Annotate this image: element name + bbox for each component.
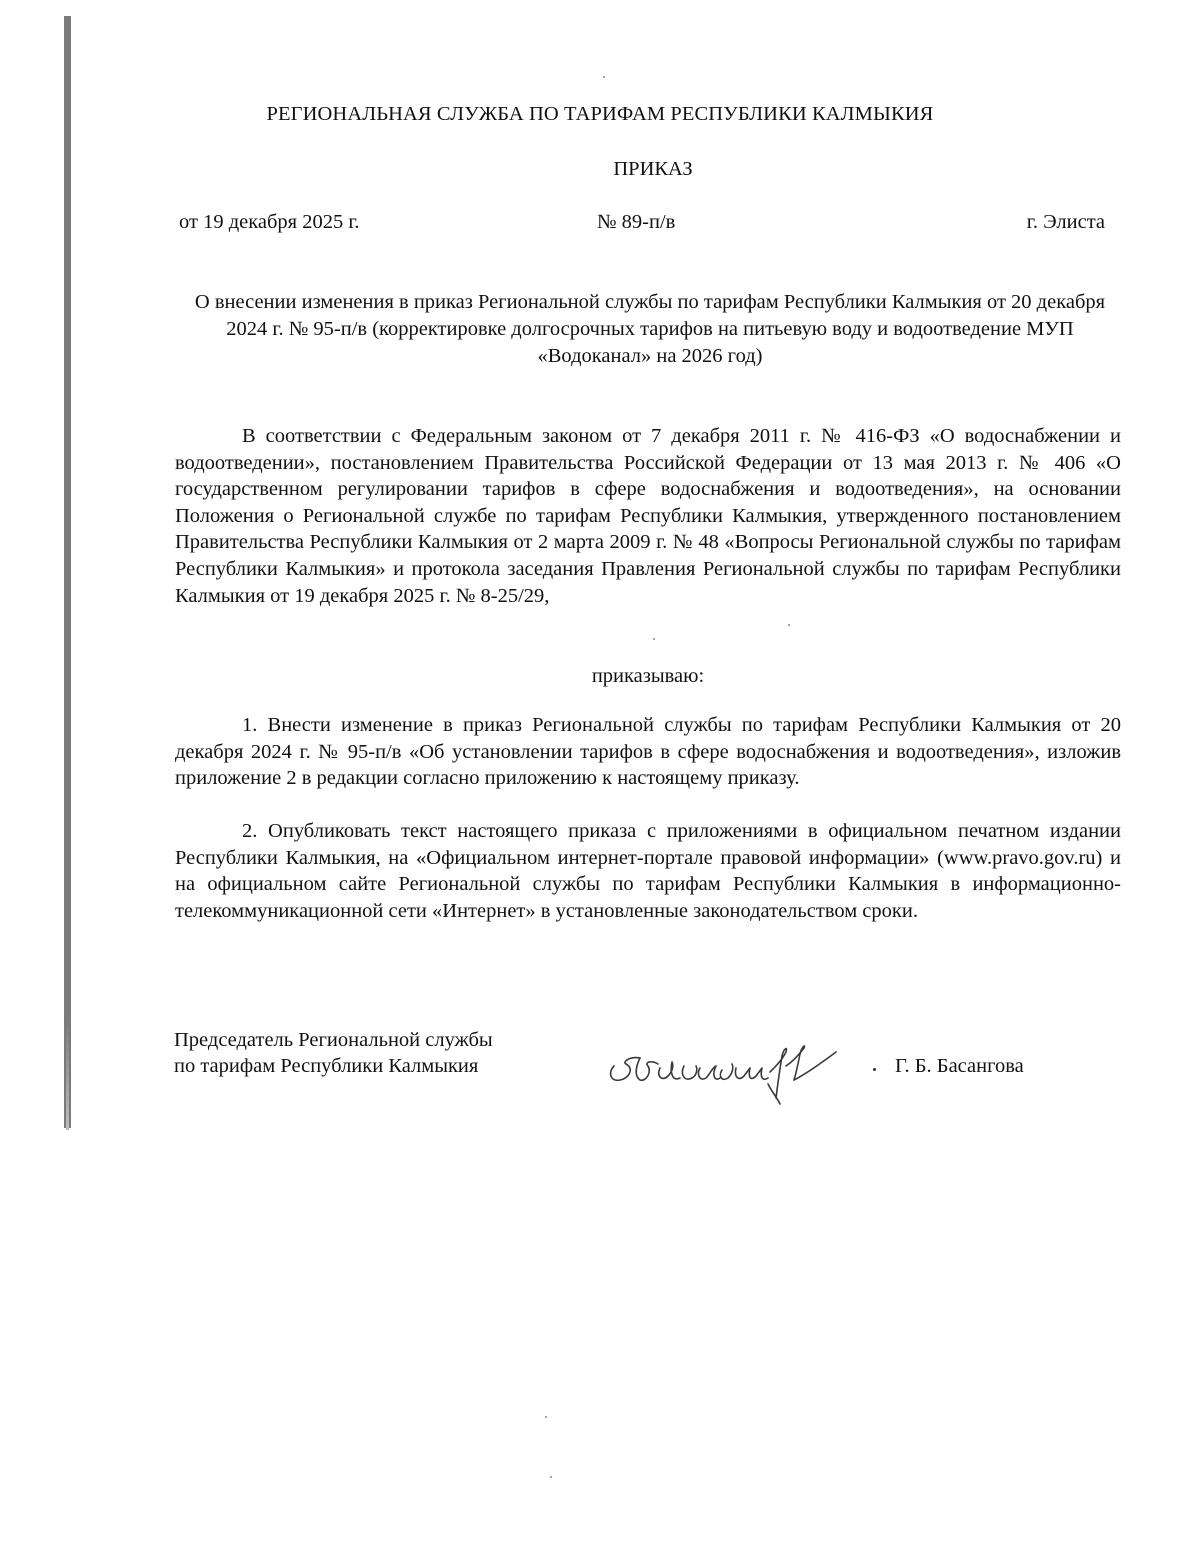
signature-dot	[873, 1068, 876, 1071]
order-item-2: 2. Опубликовать текст настоящего приказа с приложениями в официальном печатном издании Республики Калмыкия, на «Официальном интернет-портале правовой информации» (www.pravo.gov.ru) и на официальном сайте Региональной службы по тарифам Республики Калмыкия в информационно-телекоммуникационной сети «Интернет» в установленные законодательством сроки.	[175, 820, 1121, 922]
scan-speck	[788, 624, 790, 626]
document-city: г. Элиста	[1026, 211, 1105, 233]
document-number: № 89-п/в	[597, 211, 676, 233]
scan-speck	[603, 76, 605, 78]
order-item-1: 1. Внести изменение в приказ Региональной службы по тарифам Республики Калмыкия от 20 декабря 2024 г. № 95-п/в «Об установлении тарифов в сфере водоснабжения и водоотведения», изложив приложение 2 в редакции согласно приложению к настоящему приказу.	[175, 714, 1121, 790]
document-type: ПРИКАЗ	[613, 158, 693, 180]
handwritten-signature	[600, 1026, 870, 1106]
agency-name: РЕГИОНАЛЬНАЯ СЛУЖБА ПО ТАРИФАМ РЕСПУБЛИКИ КАЛМЫКИЯ	[266, 103, 934, 125]
scan-edge-fade	[66, 1020, 69, 1130]
decree-word: приказываю:	[591, 665, 705, 687]
signer-title-line-2: по тарифам Республики Калмыкия	[174, 1055, 479, 1077]
signer-title	[174, 1027, 594, 1079]
document-date: от 19 декабря 2025 г.	[179, 211, 360, 233]
signer-title-line-1: Председатель Региональной службы	[174, 1029, 493, 1051]
preamble-paragraph: В соответствии с Федеральным законом от 7 декабря 2011 г. № 416-ФЗ «О водоснабжении и водоотведении», постановлением Правительства Российской Федерации от 13 мая 2013 г. № 406 «О государственном регулировании тарифов в сфере водоснабжения и водоотведения», на основании Положения о Региональной службе по тарифам Республики Калмыкия, утвержденного постановлением Правительства Республики Калмыкия от 2 марта 2009 г. № 48 «Вопросы Региональной службы по тарифам Республики Калмыкия» и протокола заседания Правления Региональной службы по тарифам Республики Калмыкия от 19 декабря 2025 г. № 8-25/29,	[175, 425, 1121, 607]
scan-speck	[550, 1476, 552, 1478]
scan-speck	[545, 1416, 547, 1418]
scan-speck	[653, 638, 655, 640]
document-meta-row	[179, 208, 1105, 236]
signatory-name: Г. Б. Басангова	[895, 1055, 1024, 1077]
document-heading: О внесении изменения в приказ Региональной службы по тарифам Республики Калмыкия от 20 декабря 2024 г. № 95-п/в (корректировке долгосрочных тарифов на питьевую воду и водоотведение МУП «Водоканал» на 2026 год)	[194, 291, 1106, 367]
